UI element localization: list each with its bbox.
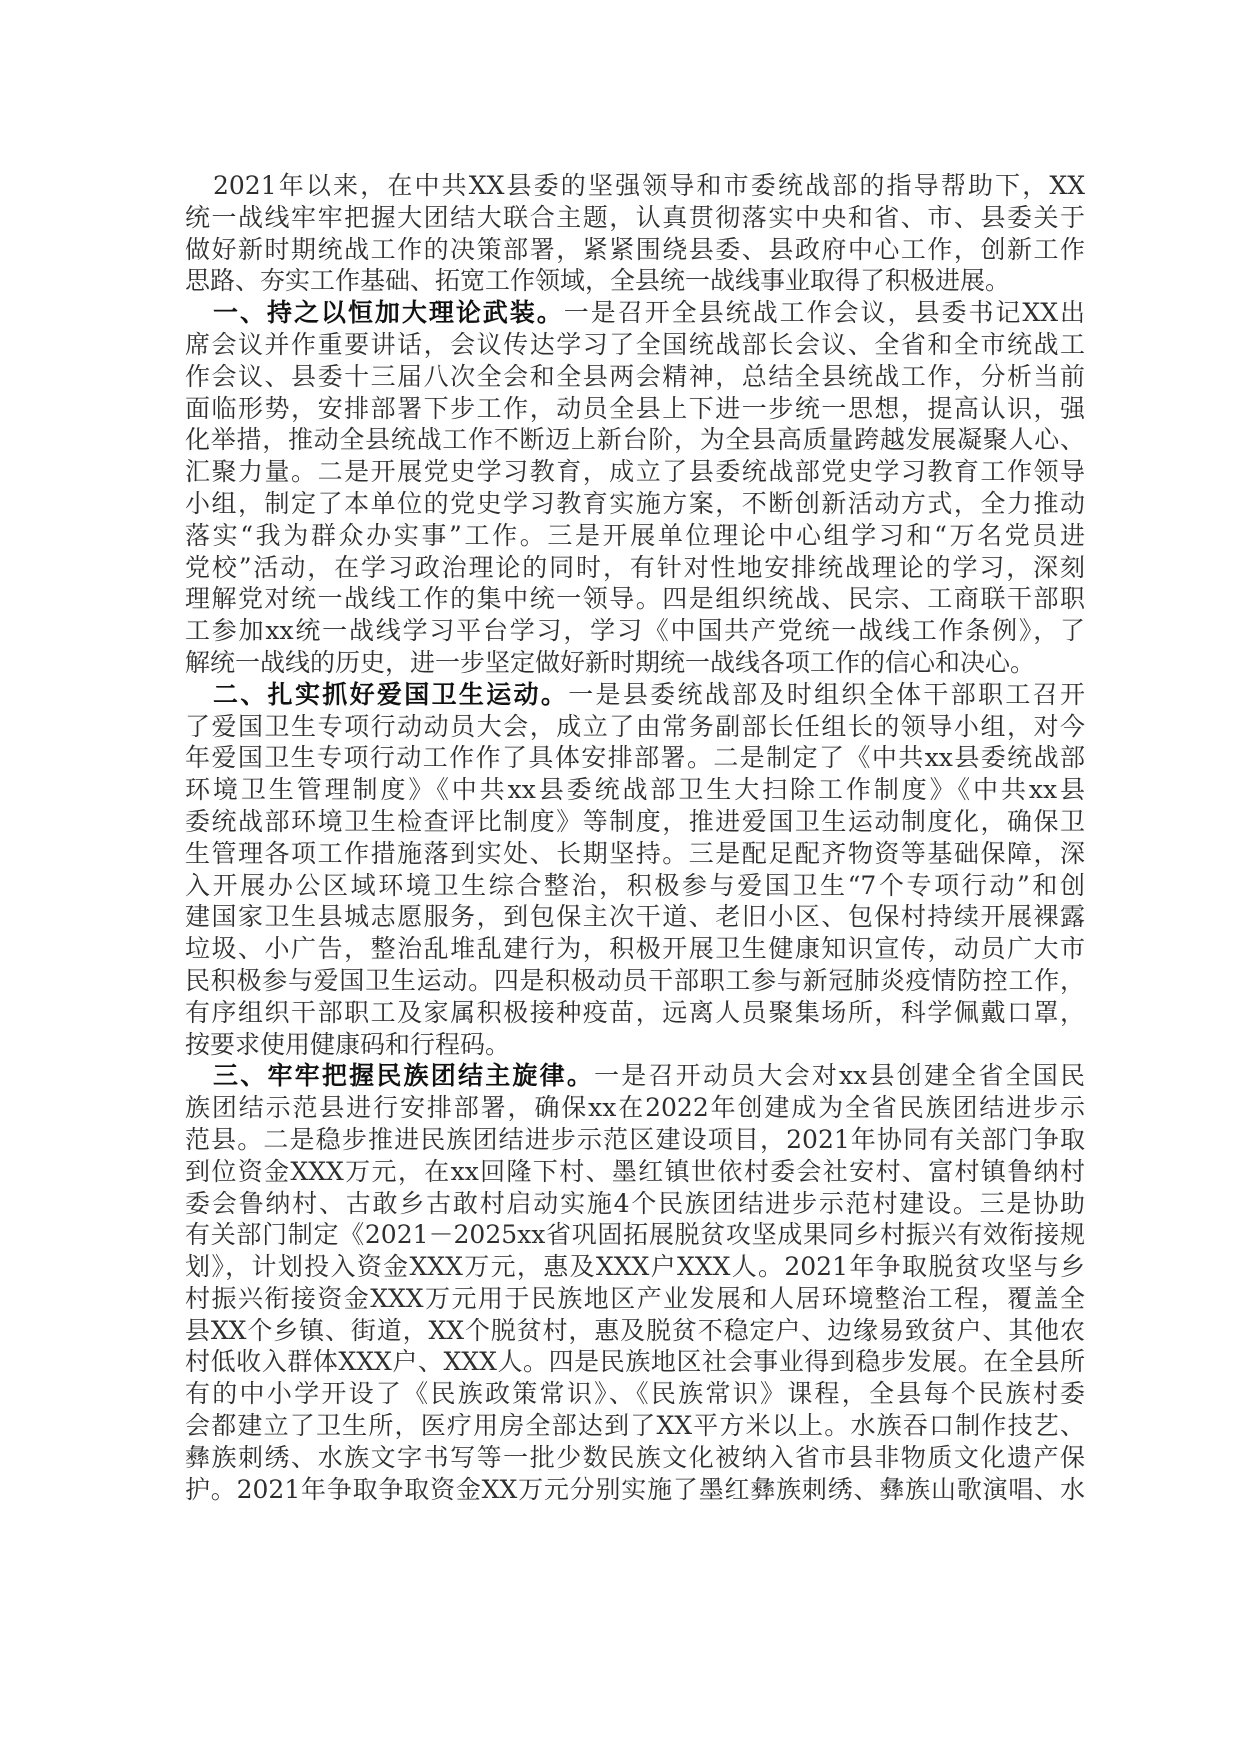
paragraph (185, 170, 1085, 297)
text-line (185, 1315, 1085, 1347)
line-text: 委统战部环境卫生检查评比制度》等制度，推进爱国卫生运动制度化，确保卫 (185, 806, 1085, 836)
line-text: 彝族刺绣、水族文字书写等一批少数民族文化被纳入省市县非物质文化遗产保 (185, 1442, 1085, 1472)
line-text: 了爱国卫生专项行动动员大会，成立了由常务副部长任组长的领导小组，对今 (185, 711, 1085, 741)
line-text: 入开展办公区域环境卫生综合整治，积极参与爱国卫生“7个专项行动”和创 (185, 870, 1085, 900)
section-heading: 一、持之以恒加大理论武装。 (213, 298, 564, 328)
line-text: 小组，制定了本单位的党史学习教育实施方案，不断创新活动方式，全力推动 (185, 488, 1085, 518)
text-line (185, 1378, 1085, 1410)
text-line (185, 265, 1085, 297)
line-text: 有关部门制定《2021－2025xx省巩固拓展脱贫攻坚成果同乡村振兴有效衔接规 (185, 1220, 1085, 1250)
line-text: 作会议、县委十三届八次全会和全县两会精神，总结全县统战工作，分析当前 (185, 361, 1085, 391)
text-line (185, 1156, 1085, 1188)
line-text: 解统一战线的历史，进一步坚定做好新时期统一战线各项工作的信心和决心。 (185, 647, 1036, 677)
line-text: 有的中小学开设了《民族政策常识》、《民族常识》课程，全县每个民族村委 (185, 1379, 1085, 1409)
text-line (185, 838, 1085, 870)
text-line (185, 1283, 1085, 1315)
line-text: 护。2021年争取争取资金XX万元分别实施了墨红彝族刺绣、彝族山歌演唱、水 (185, 1474, 1085, 1504)
text-line (185, 1346, 1085, 1378)
line-text: 一是召开动员大会对xx县创建全省全国民 (594, 1061, 1085, 1091)
line-text: 委会鲁纳村、古敢乡古敢村启动实施4个民族团结进步示范村建设。三是协助 (185, 1188, 1085, 1218)
line-text: 做好新时期统战工作的决策部署，紧紧围绕县委、县政府中心工作，创新工作 (185, 234, 1085, 264)
text-line (185, 456, 1085, 488)
paragraph (185, 679, 1085, 1061)
line-text: 按要求使用健康码和行程码。 (185, 1029, 511, 1059)
text-line (185, 806, 1085, 838)
text-line (185, 679, 1085, 711)
line-text: 一是县委统战部及时组织全体干部职工召开 (568, 679, 1085, 709)
text-line (185, 901, 1085, 933)
line-text: 思路、夯实工作基础、拓宽工作领域，全县统一战线事业取得了积极进展。 (185, 266, 1011, 296)
text-line (185, 1124, 1085, 1156)
line-text: 席会议并作重要讲话，会议传达学习了全国统战部长会议、全省和全市统战工 (185, 329, 1085, 359)
line-text: 工参加xx统一战线学习平台学习，学习《中国共产党统一战线工作条例》，了 (185, 616, 1085, 646)
text-line (185, 647, 1085, 679)
text-line (185, 520, 1085, 552)
text-line (185, 742, 1085, 774)
text-line (185, 1251, 1085, 1283)
line-text: 民积极参与爱国卫生运动。四是积极动员干部职工参与新冠肺炎疫情防控工作， (185, 965, 1085, 995)
line-text: 建国家卫生县城志愿服务，到包保主次干道、老旧小区、包保村持续开展裸露 (185, 902, 1085, 932)
text-line (185, 297, 1085, 329)
line-text: 族团结示范县进行安排部署，确保xx在2022年创建成为全省民族团结进步示 (185, 1093, 1085, 1123)
line-text: 理解党对统一战线工作的集中统一领导。四是组织统战、民宗、工商联干部职 (185, 584, 1085, 614)
line-text: 党校”活动，在学习政治理论的同时，有针对性地安排统战理论的学习，深刻 (185, 552, 1085, 582)
text-line (185, 488, 1085, 520)
text-line (185, 583, 1085, 615)
text-line (185, 393, 1085, 425)
text-line (185, 997, 1085, 1029)
line-text: 年爱国卫生专项行动工作作了具体安排部署。二是制定了《中共xx县委统战部 (185, 743, 1085, 773)
text-line (185, 1060, 1085, 1092)
text-line (185, 1029, 1085, 1061)
line-text: 一是召开全县统战工作会议，县委书记XX出 (563, 298, 1085, 328)
line-text: 村低收入群体XXX户、XXX人。四是民族地区社会事业得到稳步发展。在全县所 (185, 1347, 1085, 1377)
document-page (185, 170, 1085, 1505)
text-line (185, 965, 1085, 997)
text-line (185, 1442, 1085, 1474)
text-line (185, 870, 1085, 902)
text-line (185, 1410, 1085, 1442)
text-line (185, 361, 1085, 393)
line-text: 化举措，推动全县统战工作不断迈上新台阶，为全县高质量跨越发展凝聚人心、 (185, 425, 1085, 455)
line-text: 村振兴衔接资金XXX万元用于民族地区产业发展和人居环境整治工程，覆盖全 (185, 1283, 1085, 1313)
text-line (185, 1188, 1085, 1220)
line-text: 会都建立了卫生所，医疗用房全部达到了XX平方米以上。水族吞口制作技艺、 (185, 1411, 1085, 1441)
line-text: 县XX个乡镇、街道，XX个脱贫村，惠及脱贫不稳定户、边缘易致贫户、其他农 (185, 1315, 1085, 1345)
text-line (185, 933, 1085, 965)
paragraph (185, 297, 1085, 679)
text-line (185, 552, 1085, 584)
text-line (185, 329, 1085, 361)
text-line (185, 170, 1085, 202)
line-text: 汇聚力量。二是开展党史学习教育，成立了县委统战部党史学习教育工作领导 (185, 457, 1085, 487)
section-heading: 三、牢牢把握民族团结主旋律。 (213, 1061, 595, 1091)
section-heading: 二、扎实抓好爱国卫生运动。 (213, 679, 569, 709)
text-line (185, 711, 1085, 743)
line-text: 范县。二是稳步推进民族团结进步示范区建设项目，2021年协同有关部门争取 (185, 1124, 1085, 1154)
text-line (185, 1474, 1085, 1506)
text-line (185, 202, 1085, 234)
line-text: 面临形势，安排部署下步工作，动员全县上下进一步统一思想，提高认识，强 (185, 393, 1085, 423)
line-text: 划》，计划投入资金XXX万元，惠及XXX户XXX人。2021年争取脱贫攻坚与乡 (185, 1252, 1085, 1282)
line-text: 到位资金XXX万元，在xx回隆下村、墨红镇世依村委会社安村、富村镇鲁纳村 (185, 1156, 1085, 1186)
text-line (185, 774, 1085, 806)
line-text: 环境卫生管理制度》《中共xx县委统战部卫生大扫除工作制度》《中共xx县 (185, 775, 1085, 805)
text-line (185, 1092, 1085, 1124)
text-line (185, 615, 1085, 647)
paragraph (185, 1060, 1085, 1505)
line-text: 2021年以来，在中共XX县委的坚强领导和市委统战部的指导帮助下，XX (213, 171, 1085, 200)
text-line (185, 234, 1085, 266)
line-text: 垃圾、小广告，整治乱堆乱建行为，积极开展卫生健康知识宣传，动员广大市 (185, 934, 1085, 964)
line-text: 有序组织干部职工及家属积极接种疫苗，远离人员聚集场所，科学佩戴口罩， (185, 997, 1085, 1027)
line-text: 落实“我为群众办实事”工作。三是开展单位理论中心组学习和“万名党员进 (185, 520, 1085, 550)
text-line (185, 1219, 1085, 1251)
line-text: 统一战线牢牢把握大团结大联合主题，认真贯彻落实中央和省、市、县委关于 (185, 202, 1085, 232)
text-line (185, 424, 1085, 456)
line-text: 生管理各项工作措施落到实处、长期坚持。三是配足配齐物资等基础保障，深 (185, 838, 1085, 868)
